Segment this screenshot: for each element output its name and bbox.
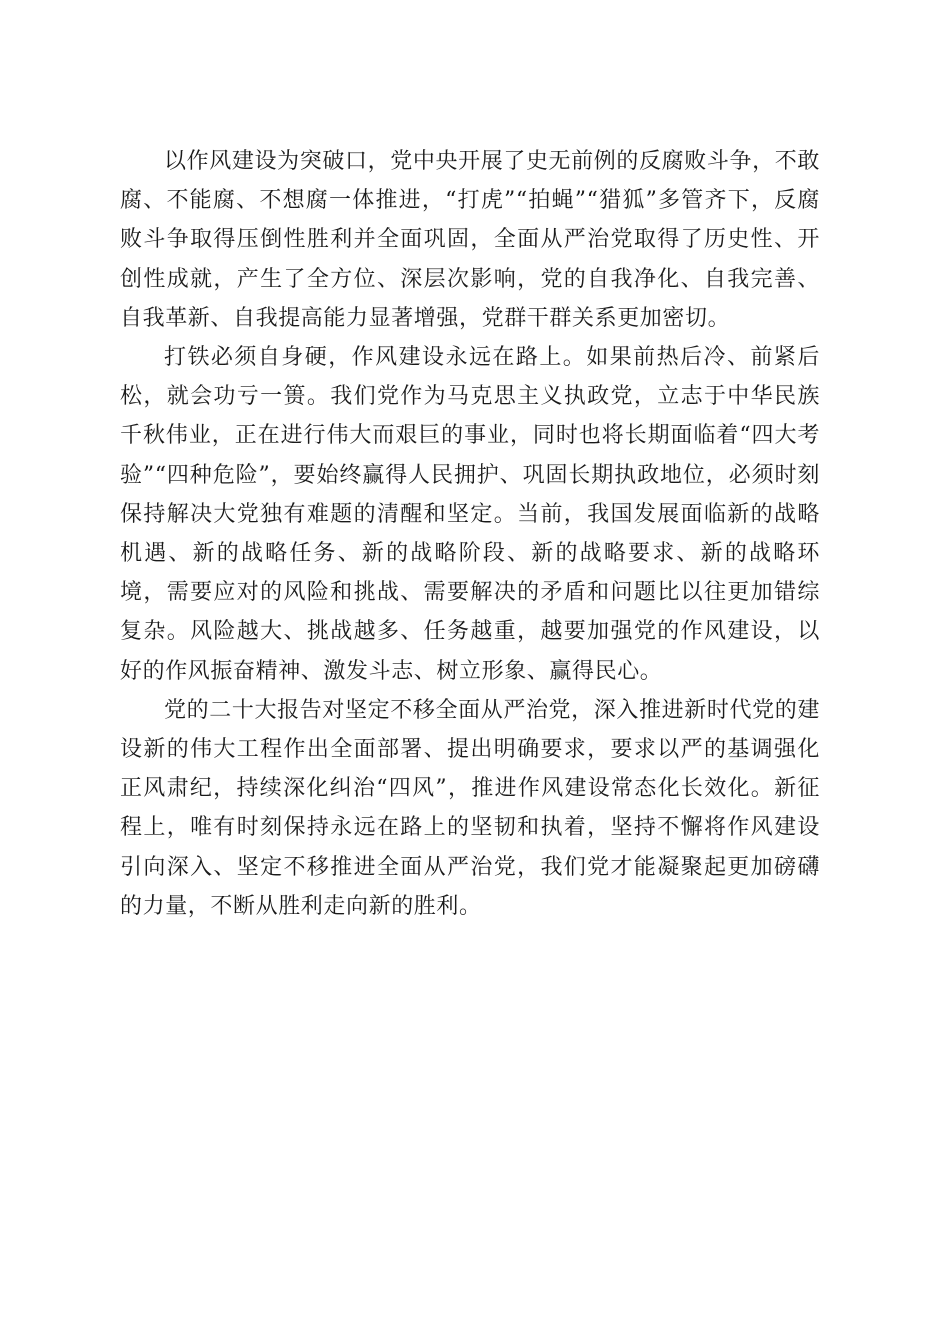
paragraph-1: 以作风建设为突破口，党中央开展了史无前例的反腐败斗争，不敢腐、不能腐、不想腐一体推进，“打虎”“拍蝇”“猎狐”多管齐下，反腐败斗争取得压倒性胜利并全面巩固，全面从严治党取得了历史性、开创性成就，产生了全方位、深层次影响，党的自我净化、自我完善、自我革新、自我提高能力显著增强，党群干群关系更加密切。 <box>120 149 820 331</box>
paragraph-2: 打铁必须自身硬，作风建设永远在路上。如果前热后冷、前紧后松，就会功亏一篑。我们党作为马克思主义执政党，立志于中华民族千秋伟业，正在进行伟大而艰巨的事业，同时也将长期面临着“四大考验”“四种危险”，要始终赢得人民拥护、巩固长期执政地位，必须时刻保持解决大党独有难题的清醒和坚定。当前，我国发展面临新的战略机遇、新的战略任务、新的战略阶段、新的战略要求、新的战略环境，需要应对的风险和挑战、需要解决的矛盾和问题比以往更加错综复杂。风险越大、挑战越多、任务越重，越要加强党的作风建设，以好的作风振奋精神、激发斗志、树立形象、赢得民心。 <box>120 345 820 684</box>
document-body <box>120 142 820 926</box>
paragraph-3: 党的二十大报告对坚定不移全面从严治党，深入推进新时代党的建设新的伟大工程作出全面部署、提出明确要求，要求以严的基调强化正风肃纪，持续深化纠治“四风”，推进作风建设常态化长效化。新征程上，唯有时刻保持永远在路上的坚韧和执着，坚持不懈将作风建设引向深入、坚定不移推进全面从严治党，我们党才能凝聚起更加磅礴的力量，不断从胜利走向新的胜利。 <box>120 697 820 919</box>
